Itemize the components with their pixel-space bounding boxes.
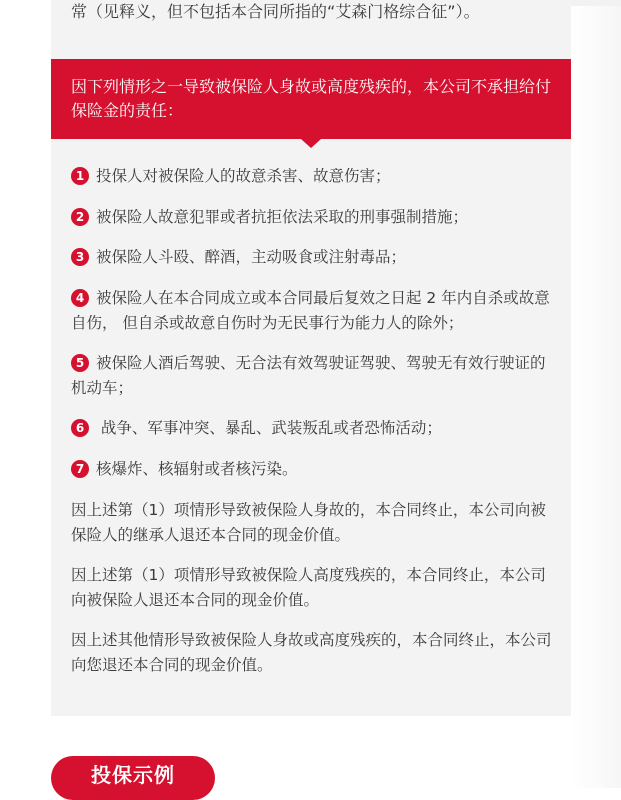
exclusion-item-text: 被保险人酒后驾驶、无合法有效驾驶证驾驶、驾驶无有效行驶证的机动车； [71,354,546,397]
exclusion-item-text: 核爆炸、核辐射或者核污染。 [96,460,298,478]
banner-text: 因下列情形之一导致被保险人身故或高度残疾的，本公司不承担给付保险金的责任： [71,77,552,120]
exclusion-item-1 [71,164,555,189]
number-6-icon: 6 [71,419,89,437]
exclusions-banner [51,59,571,139]
number-2-icon: 2 [71,208,89,226]
number-1-icon: 1 [71,167,89,185]
exclusion-item-text: 被保险人故意犯罪或者抗拒依法采取的刑事强制措施； [96,208,469,226]
banner-arrow-icon [301,139,321,148]
exclusion-item-text: 被保险人在本合同成立或本合同最后复效之日起 2 年内自杀或故意自伤， 但自杀或故意自伤时为无民事行为能力人的除外； [71,289,550,332]
right-edge-block [571,0,621,6]
section-title-pill [51,756,215,800]
exclusion-item-text: 被保险人斗殴、醉酒，主动吸食或注射毒品； [96,248,407,266]
exclusion-item-7 [71,457,555,482]
right-edge-shade [571,0,621,788]
exclusion-item-6 [71,416,555,441]
number-7-icon: 7 [71,460,89,478]
termination-paragraph-3: 因上述其他情形导致被保险人身故或高度残疾的，本合同终止，本公司向您退还本合同的现金价值。 [71,631,552,674]
termination-paragraph-2: 因上述第（1）项情形导致被保险人高度残疾的，本合同终止，本公司向被保险人退还本合同的现金价值。 [71,566,546,609]
number-4-icon: 4 [71,289,89,307]
exclusions-card [51,0,571,716]
exclusion-item-text: 战争、军事冲突、暴乱、武装叛乱或者恐怖活动； [96,419,442,437]
section-title: 投保示例 [91,763,175,787]
continued-text: 常（见释义，但不包括本合同所指的“艾森门格综合征”）。 [71,2,480,21]
exclusion-item-text: 投保人对被保险人的故意杀害、故意伤害； [96,167,391,185]
exclusion-item-2 [71,205,555,230]
exclusion-item-5 [71,351,555,401]
number-3-icon: 3 [71,248,89,266]
exclusion-item-4 [71,286,555,336]
termination-paragraph-1: 因上述第（1）项情形导致被保险人身故的，本合同终止，本公司向被保险人的继承人退还本合同的现金价值。 [71,501,546,544]
number-5-icon: 5 [71,354,89,372]
exclusion-item-3 [71,245,555,270]
